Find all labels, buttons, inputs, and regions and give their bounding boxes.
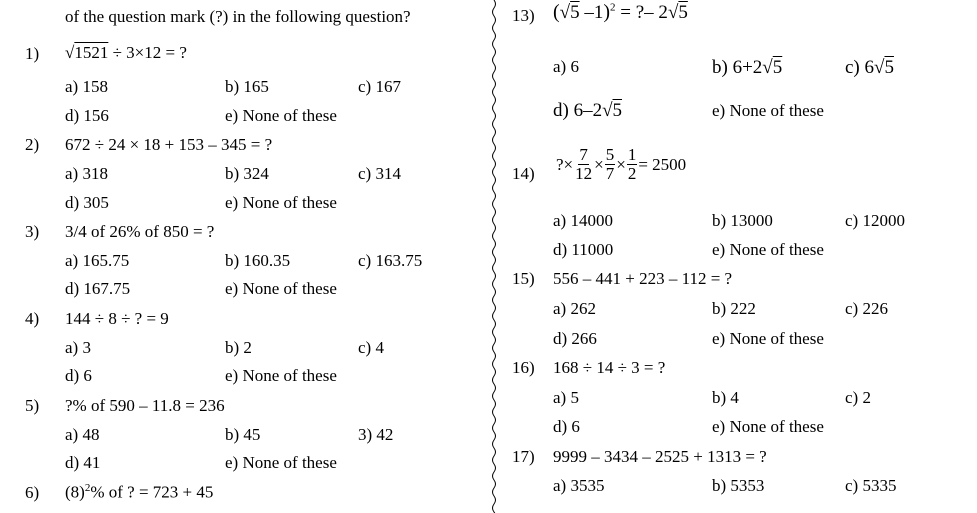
option-b: b) 4 [712, 388, 739, 407]
option-e: e) None of these [225, 106, 337, 125]
question-text: 556 – 441 + 223 – 112 = ? [553, 269, 733, 288]
option-b: b) 222 [712, 299, 756, 318]
option-c: c) 2 [845, 388, 871, 407]
question-number: 5) [25, 396, 40, 415]
option-b: b) 2 [225, 338, 252, 357]
option-a: a) 3535 [553, 476, 605, 495]
option-b: b) 13000 [712, 211, 773, 230]
question-text: $(8)^2\%$ of ? = 723 + 45 [65, 482, 214, 502]
option-d: d) 41 [65, 453, 101, 472]
question-text: 3/4 of 26% of 850 = ? [65, 222, 215, 241]
option-e: e) None of these [712, 240, 824, 259]
question-number: 1) [25, 44, 40, 63]
question-number: 14) [512, 164, 535, 183]
option-e: e) None of these [712, 101, 824, 120]
option-a: a) 262 [553, 299, 596, 318]
question-number: 4) [25, 309, 40, 328]
option-c: 3) 42 [358, 425, 394, 444]
option-c: c) 314 [358, 164, 401, 183]
option-b: b) 5353 [712, 476, 765, 495]
question-text: 672 ÷ 24 × 18 + 153 – 345 = ? [65, 135, 273, 154]
option-e: e) None of these [225, 193, 337, 212]
question-number: 13) [512, 6, 535, 25]
option-d: d) 266 [553, 329, 597, 348]
question-text: 9999 – 3434 – 2525 + 1313 = ? [553, 447, 767, 466]
option-a: a) 6 [553, 57, 579, 76]
question-number: 3) [25, 222, 40, 241]
instruction-text: of the question mark (?) in the following question? [65, 7, 411, 26]
question-number: 2) [25, 135, 40, 154]
option-b: b) 45 [225, 425, 261, 444]
question-number: 17) [512, 447, 535, 466]
option-d: d) 305 [65, 193, 109, 212]
question-text: 144 ÷ 8 ÷ ? = 9 [65, 309, 169, 328]
option-c: c) 5335 [845, 476, 897, 495]
option-a: a) 3 [65, 338, 91, 357]
question-text: √1521 ÷ 3×12 = ? [65, 43, 187, 62]
option-a: a) 318 [65, 164, 108, 183]
option-c: c) 163.75 [358, 251, 423, 270]
option-d: d) 6–2√5 [553, 100, 623, 121]
option-d: d) 156 [65, 106, 109, 125]
option-a: a) 165.75 [65, 251, 130, 270]
option-e: e) None of these [712, 329, 824, 348]
option-b: b) 160.35 [225, 251, 291, 270]
option-c: c) 12000 [845, 211, 905, 230]
option-a: a) 5 [553, 388, 579, 407]
option-e: e) None of these [225, 279, 337, 298]
option-d: d) 11000 [553, 240, 614, 259]
option-a: a) 158 [65, 77, 108, 96]
option-d: d) 167.75 [65, 279, 131, 298]
option-e: e) None of these [712, 417, 824, 436]
question-text: ?× $\frac{7}{12}$ × $\frac{5}{7}$ × $\frac{1}{2}$ = 2500 [556, 145, 687, 183]
option-b: b) 165 [225, 77, 269, 96]
option-c: c) 226 [845, 299, 888, 318]
question-text: ?% of 590 – 11.8 = 236 [65, 396, 225, 415]
question-number: 15) [512, 269, 535, 288]
option-b: b) 324 [225, 164, 269, 183]
option-e: e) None of these [225, 366, 337, 385]
question-text: (√5 –1)$^2$ = ?– 2√5 [553, 1, 688, 23]
option-b: b) 6+2√5 [712, 57, 783, 78]
option-d: d) 6 [65, 366, 92, 385]
option-c: c) 167 [358, 77, 401, 96]
column-divider [490, 0, 498, 513]
option-a: a) 14000 [553, 211, 613, 230]
question-number: 16) [512, 358, 535, 377]
option-c: c) 4 [358, 338, 384, 357]
option-c: c) 6√5 [845, 57, 894, 78]
option-a: a) 48 [65, 425, 100, 444]
option-e: e) None of these [225, 453, 337, 472]
option-d: d) 6 [553, 417, 580, 436]
question-number: 6) [25, 483, 40, 502]
question-text: 168 ÷ 14 ÷ 3 = ? [553, 358, 666, 377]
